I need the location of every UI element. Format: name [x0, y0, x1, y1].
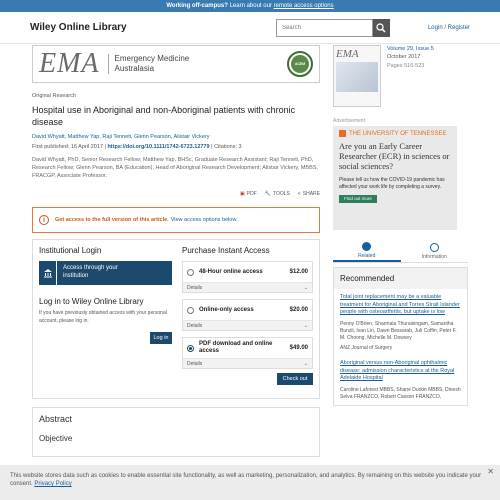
institutional-login-column	[39, 246, 172, 392]
remote-access-banner	[0, 0, 500, 12]
ad-find-out-more-button[interactable]: Find out more	[339, 195, 377, 203]
list-item	[334, 355, 467, 405]
issue-month: October 2017	[387, 54, 421, 61]
option-radio[interactable]	[187, 307, 194, 314]
info-circle-icon	[430, 243, 439, 252]
access-options-link[interactable]: View access options below.	[170, 217, 238, 224]
purchase-column	[182, 246, 313, 392]
access-notice	[32, 207, 320, 233]
ad-logo	[339, 130, 451, 137]
share-label: SHARE	[302, 191, 320, 198]
search-button[interactable]	[373, 19, 390, 37]
article-type: Original Research	[32, 93, 77, 99]
ad-headline: Are you an Early Career Researcher (ECR) in sciences or social sciences?	[339, 141, 450, 172]
search-bar	[276, 19, 390, 37]
info-icon: i	[39, 215, 49, 225]
abstract-section	[32, 407, 320, 457]
share-button[interactable]	[298, 191, 320, 197]
institution-access-label	[57, 265, 118, 281]
tab-related-label: Related	[358, 252, 376, 259]
advertisement-label: Advertisement	[333, 118, 365, 124]
chevron-down-icon: ⌄	[303, 360, 308, 367]
tab-related[interactable]	[333, 240, 401, 262]
recommended-heading: Recommended	[334, 268, 467, 289]
issue-info	[333, 45, 468, 107]
cookie-text: This website stores data such as cookies to enable essential site functionality, as well as marketing, personalization, and analytics. By remaining on this website you indicate your consent.	[10, 473, 482, 488]
login-register-link[interactable]: Login / Register	[427, 24, 470, 31]
purchase-option-row[interactable]	[183, 262, 312, 282]
tab-information[interactable]	[401, 240, 469, 262]
article-title: Hospital use in Aboriginal and non-Aboriginal patients with chronic disease	[32, 105, 296, 127]
volume-issue-link[interactable]: Volume 29, Issue 5	[387, 46, 434, 52]
cover-image	[336, 62, 378, 92]
tools-button[interactable]	[265, 191, 290, 197]
journal-cover[interactable]	[333, 45, 381, 107]
recommended-article-authors: Penny O'Brien, Sharmala Thuraisingam, Samantha Bunzli, Ivan Lin, Dawn Bessarab, Juli Coffin, Peter F. M. Choong, Michelle M. Dowsey	[340, 321, 457, 342]
pdf-icon: ▣	[240, 191, 245, 198]
remote-access-link[interactable]: remote access options	[273, 3, 334, 9]
option-price: $12.00	[289, 269, 308, 276]
related-icon	[362, 242, 371, 251]
institution-access-line1: Access through your	[63, 265, 118, 272]
option-price: $20.00	[289, 307, 308, 314]
option-radio-selected[interactable]	[187, 345, 194, 352]
author-affiliations: David Whyatt, PhD, Senior Research Fellow; Matthew Yap, BHSc, Graduate Research Assistant; Raji Tenneti, PhD, Research Fellow; Glenn Pearson, BA (Education), Head of Aboriginal Research Development; Alistair Vickery, MBBS, FRACGP, Associate Professor.	[32, 157, 318, 180]
cover-acronym: EMA	[336, 48, 359, 60]
tab-information-label: Information	[421, 253, 447, 260]
sidebar	[333, 45, 468, 406]
recommended-article-journal: ANZ Journal of Surgery	[340, 345, 393, 352]
main-content	[32, 45, 320, 457]
published-date: 16 April 2017	[70, 144, 103, 151]
search-input[interactable]	[276, 19, 373, 37]
ut-logo-icon	[339, 130, 346, 137]
acem-seal-inner	[291, 55, 309, 73]
chevron-down-icon: ⌄	[303, 322, 308, 329]
list-item	[334, 289, 467, 355]
purchase-option-row[interactable]	[183, 300, 312, 320]
published-label: First published:	[32, 144, 71, 151]
option-radio[interactable]	[187, 269, 194, 276]
journal-banner[interactable]	[32, 45, 320, 83]
journal-name-line2: Australasia	[114, 64, 155, 73]
chevron-down-icon: ⌄	[303, 284, 308, 291]
objective-heading: Objective	[39, 434, 73, 444]
banner-text: Learn about our	[227, 3, 274, 9]
wrench-icon: 🔧	[264, 191, 271, 198]
article-tools	[32, 191, 320, 197]
institutional-login-heading: Institutional Login	[39, 246, 102, 256]
option-label: 48-Hour online access	[199, 268, 263, 275]
share-icon: <	[297, 191, 301, 198]
acem-seal-text: ACEM	[294, 62, 306, 66]
details-label: Details	[187, 322, 203, 329]
recommended-article-authors: Caroline Laforest MBBS, Shane Durkin MBBS, Dinesh Selva FRANZCO, Robert Casson FRANZCO,	[340, 387, 461, 401]
ad-logo-text: THE UNIVERSITY OF TENNESSEE	[349, 130, 447, 137]
option-details-toggle[interactable]	[183, 282, 312, 292]
wiley-login-heading: Log in to Wiley Online Library	[39, 297, 144, 307]
option-label: Online-only access	[199, 306, 254, 313]
access-notice-text: Get access to the full version of this article.	[55, 217, 169, 224]
author-list[interactable]: David Whyatt, Matthew Yap, Raji Tenneti, Glenn Pearson, Alistair Vickery	[32, 134, 210, 141]
institution-icon	[39, 261, 57, 285]
advertisement[interactable]	[333, 126, 457, 230]
wiley-login-description: If you have previously obtained access with your personal account, please log in.	[39, 310, 167, 325]
ad-text: Please tell us how the COVID-19 pandemic has affected your work life by completing a survey.	[339, 176, 445, 190]
purchase-heading: Purchase Instant Access	[182, 246, 270, 256]
recommended-article-link[interactable]: Total joint replacement may be a valuable treatment for Aboriginal and Torres Strait Islander people with osteoarthritis, but uptake is low	[340, 294, 460, 316]
access-options-panel	[32, 239, 320, 399]
option-label: PDF download and online access	[199, 341, 273, 355]
check-out-button[interactable]: Check out	[277, 373, 313, 385]
purchase-option-online-only[interactable]	[182, 299, 313, 331]
issue-pages: Pages 516-523	[387, 62, 425, 69]
pdf-button[interactable]	[240, 191, 257, 197]
option-details-toggle[interactable]	[183, 320, 312, 330]
tools-label: TOOLS	[272, 191, 290, 198]
purchase-option-row[interactable]	[183, 338, 312, 358]
details-label: Details	[187, 284, 203, 291]
sidebar-tabs	[333, 240, 468, 263]
option-price: $49.00	[289, 345, 308, 352]
institution-access-line2: institution	[63, 273, 89, 280]
doi-link[interactable]: https://doi.org/10.1111/1742-6723.12779	[107, 144, 210, 151]
citations-count[interactable]: Citations: 3	[214, 144, 242, 151]
recommended-article-link[interactable]: Aboriginal versus non-Aboriginal ophthalmic disease: admission characteristics at the Royal Adelaide Hospital	[340, 360, 455, 382]
close-icon[interactable]: ✕	[487, 467, 494, 476]
recommended-panel	[333, 267, 468, 406]
log-in-button[interactable]: Log in	[150, 332, 172, 344]
institution-access-button[interactable]	[39, 261, 172, 285]
search-icon	[376, 23, 386, 33]
details-label: Details	[187, 360, 203, 367]
cookie-banner	[0, 465, 500, 500]
purchase-option-pdf-online[interactable]	[182, 337, 313, 369]
abstract-heading: Abstract	[39, 414, 73, 425]
banner-bold-text: Working off-campus?	[166, 3, 228, 9]
site-header	[0, 12, 500, 44]
acem-seal	[287, 51, 313, 77]
journal-name-line1: Emergency Medicine	[114, 54, 190, 64]
journal-acronym: EMA	[39, 48, 100, 79]
privacy-policy-link[interactable]: Privacy Policy	[34, 481, 72, 488]
journal-name	[108, 54, 190, 73]
issue-details	[387, 45, 434, 107]
pdf-label: PDF	[246, 191, 257, 198]
site-logo[interactable]: Wiley Online Library	[30, 22, 127, 33]
option-details-toggle[interactable]	[183, 358, 312, 368]
purchase-option-48h[interactable]	[182, 261, 313, 293]
publication-meta: First published: 16 April 2017 | https://doi.org/10.1111/1742-6723.12779 | Citations: 3	[32, 144, 242, 151]
